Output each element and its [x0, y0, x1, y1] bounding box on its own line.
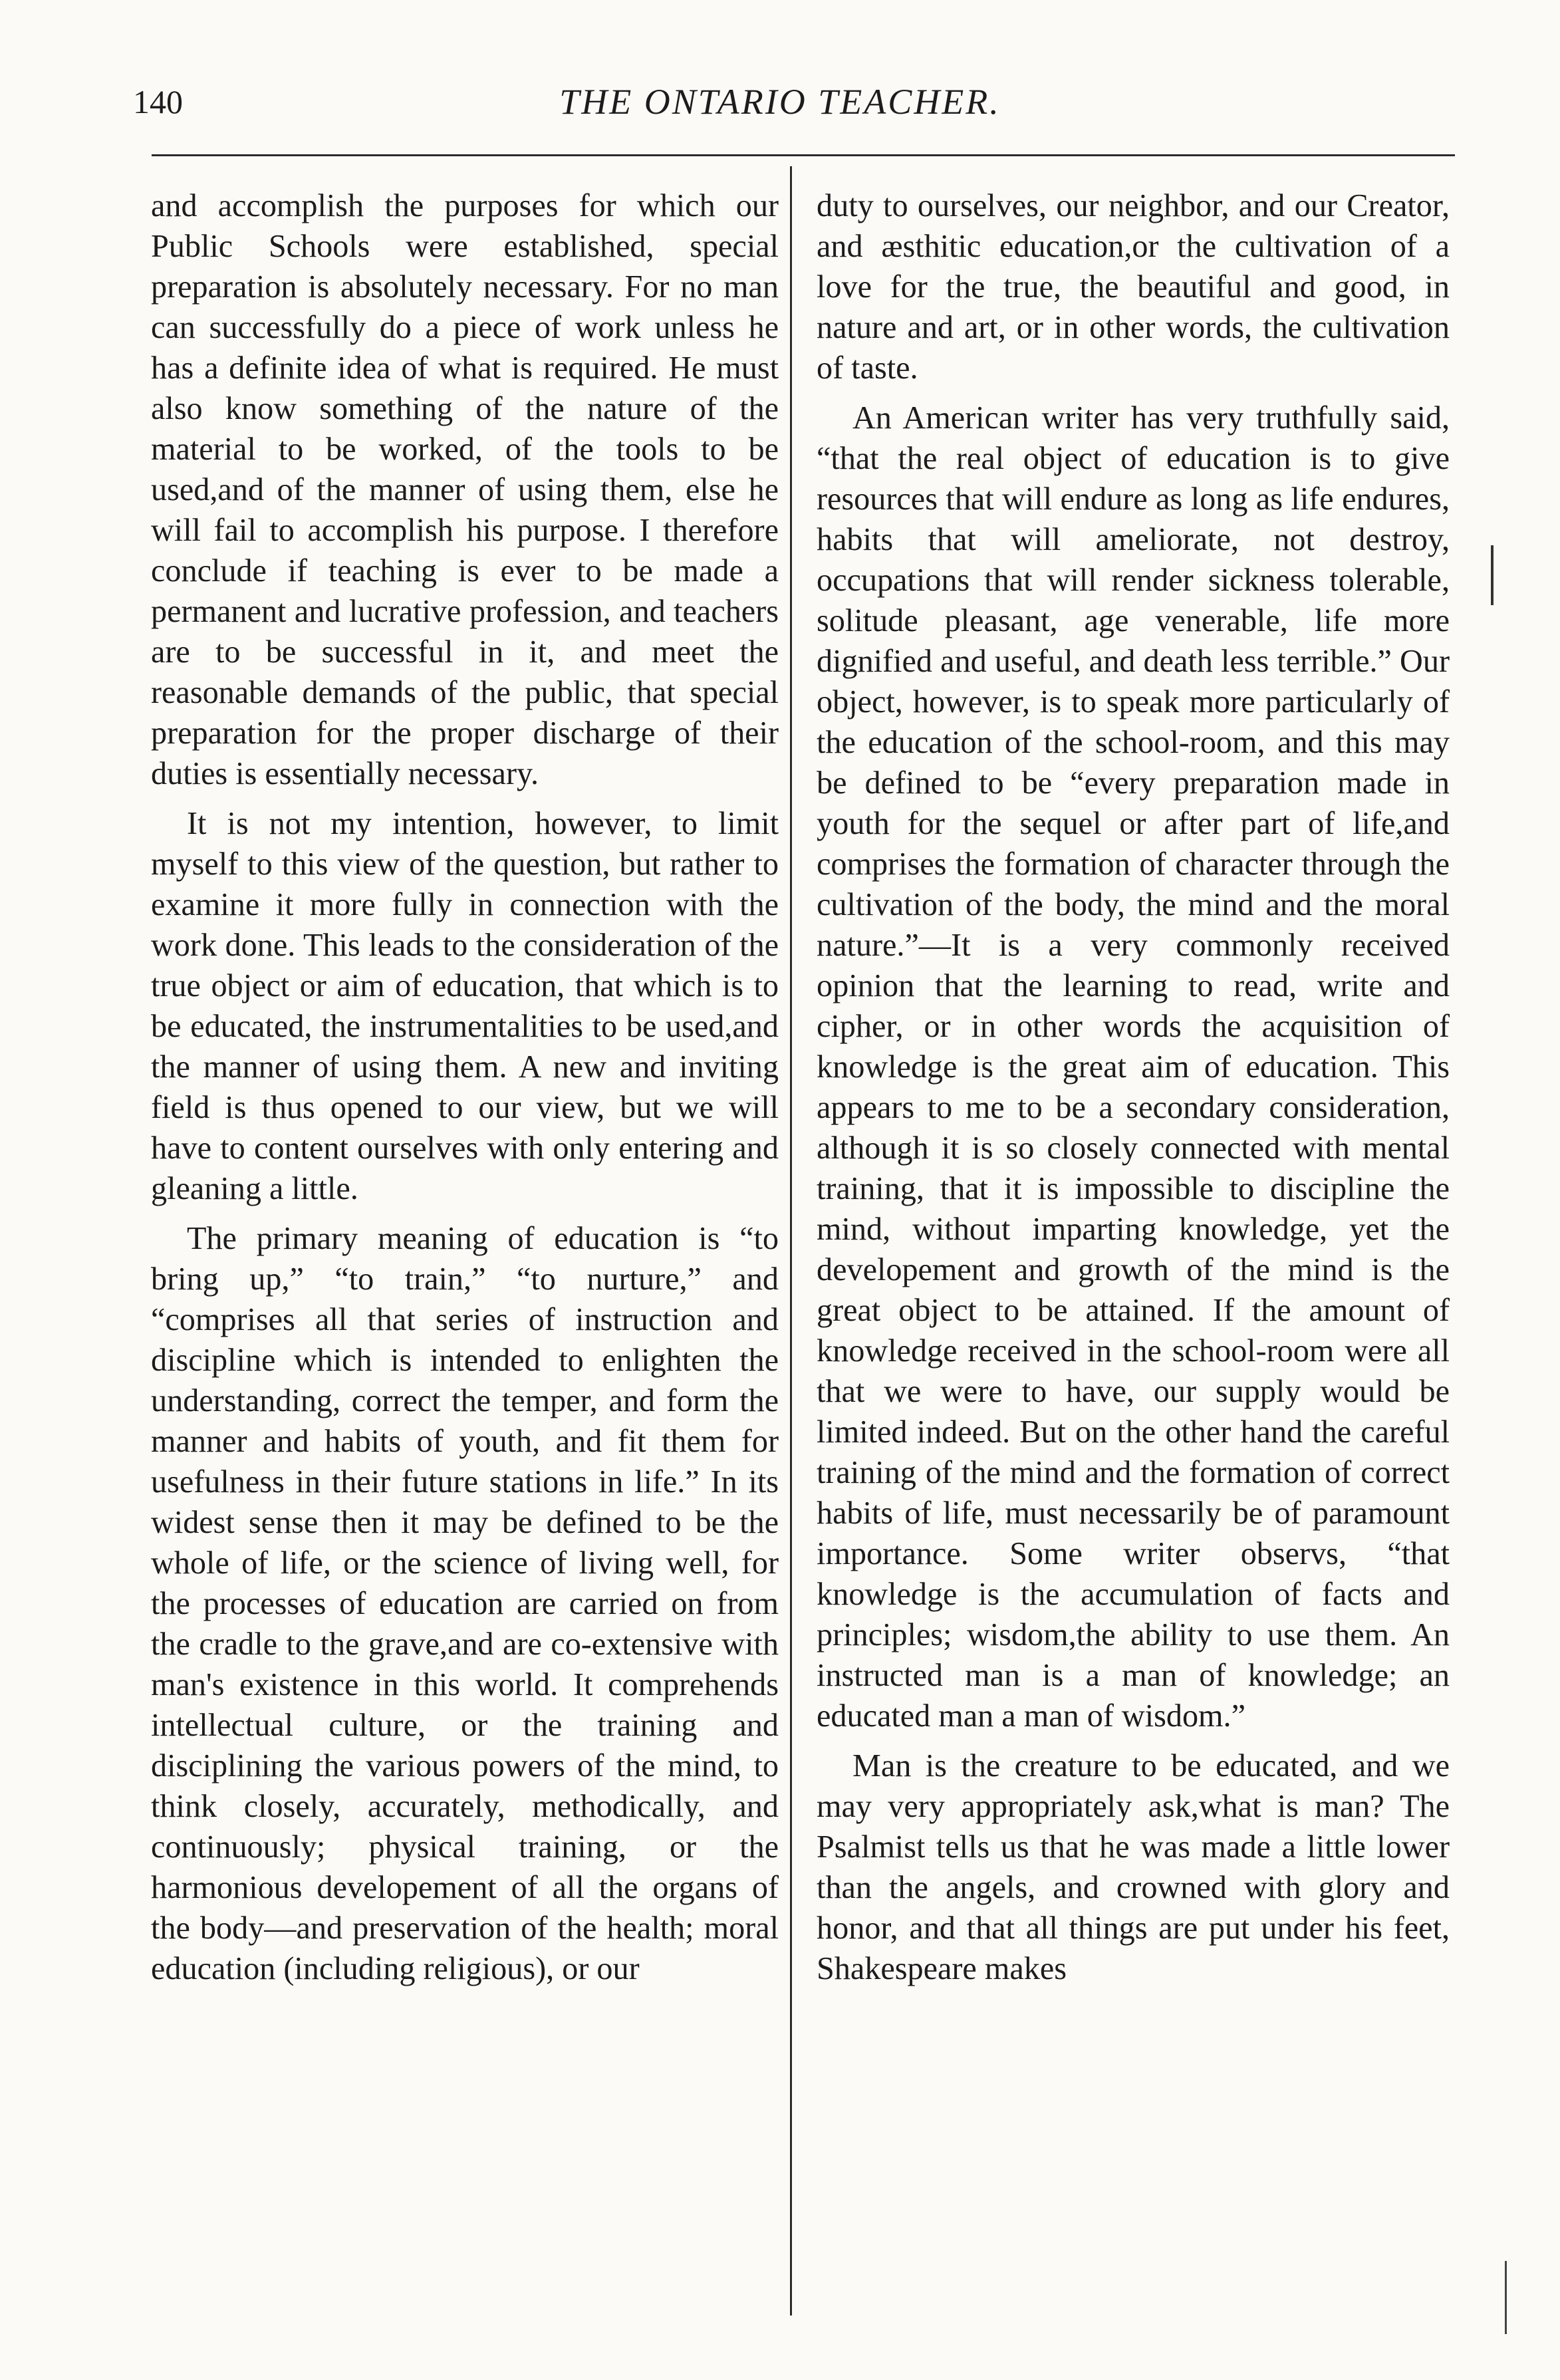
right-column [817, 186, 1450, 1989]
header-rule [152, 154, 1455, 156]
running-title: THE ONTARIO TEACHER. [559, 82, 1001, 122]
margin-mark [1505, 2261, 1507, 2334]
column-divider [790, 166, 792, 2315]
paragraph: It is not my intention, however, to limit myself to this view of the question, but rather to examine it more fully in connection with the work done. This leads to the consideration of the true object or aim of education, that which is to be educated, the instrumentalities to be used,and the manner of using them. A new and inviting field is thus opened to our view, but we will have to content ourselves with only entering and gleaning a little. [151, 806, 779, 1206]
page-number: 140 [133, 83, 183, 120]
margin-mark [1491, 545, 1494, 605]
paragraph: An American writer has very truthfully said, “that the real object of education is to give resources that will endure as long as life endures, habits that will ameliorate, not destroy, occupations that will render sickness tolerable, solitude pleasant, age venerable, life more dignified and useful, and death less terrible.” Our object, however, is to speak more particularly of the education of the school-room, and this may be defined to be “every preparation made in youth for the sequel or after part of life,and comprises the formation of character through the cultivation of the body, the mind and the moral nature.”—It is a very commonly received opinion that the learning to read, write and cipher, or in other words the acquisition of knowledge is the great aim of education. This appears to me to be a secondary consideration, although it is so closely connected with mental training, that it is impossible to discipline the mind, without imparting knowledge, yet the developement and growth of the mind is the great object to be attained. If the amount of knowledge received in the school-room were all that we were to have, our supply would be limited indeed. But on the other hand the careful training of the mind and the formation of correct habits of life, must necessarily be of paramount importance. Some writer observs, “that knowledge is the accumulation of facts and principles; wisdom,the ability to use them. An instructed man is a man of knowledge; an educated man a man of wisdom.” [817, 400, 1450, 1734]
paragraph: and accomplish the purposes for which our Public Schools were established, special preparation is absolutely necessary. For no man can successfully do a piece of work unless he has a definite idea of what is required. He must also know something of the nature of the material to be worked, of the tools to be used,and of the manner of using them, else he will fail to accomplish his purpose. I therefore conclude if teaching is ever to be made a permanent and lucrative profession, and teachers are to be successful in it, and meet the reasonable demands of the public, that special preparation for the proper discharge of their duties is essentially necessary. [151, 188, 779, 791]
paragraph: The primary meaning of education is “to bring up,” “to train,” “to nurture,” and “comprises all that series of instruction and discipline which is intended to enlighten the understanding, correct the temper, and form the manner and habits of youth, and fit them for usefulness in their future stations in life.” In its widest sense then it may be defined to be the whole of life, or the science of living well, for the processes of education are carried on from the cradle to the grave,and are co-extensive with man's existence in this world. It comprehends intellectual culture, or the training and disciplining the various powers of the mind, to think closely, accurately, methodically, and continuously; physical training, or the harmonious developement of all the organs of the body—and preservation of the health; moral education (including religious), or our [151, 1221, 779, 1986]
paragraph: duty to ourselves, our neighbor, and our Creator, and æsthitic education,or the cultivation of a love for the true, the beautiful and good, in nature and art, or in other words, the cultivation of taste. [817, 188, 1450, 386]
paragraph: Man is the creature to be educated, and we may very appropriately ask,what is man? The Psalmist tells us that he was made a little lower than the angels, and crowned with glory and honor, and that all things are put under his feet, Shakespeare makes [817, 1748, 1450, 1986]
left-column [151, 186, 779, 1989]
